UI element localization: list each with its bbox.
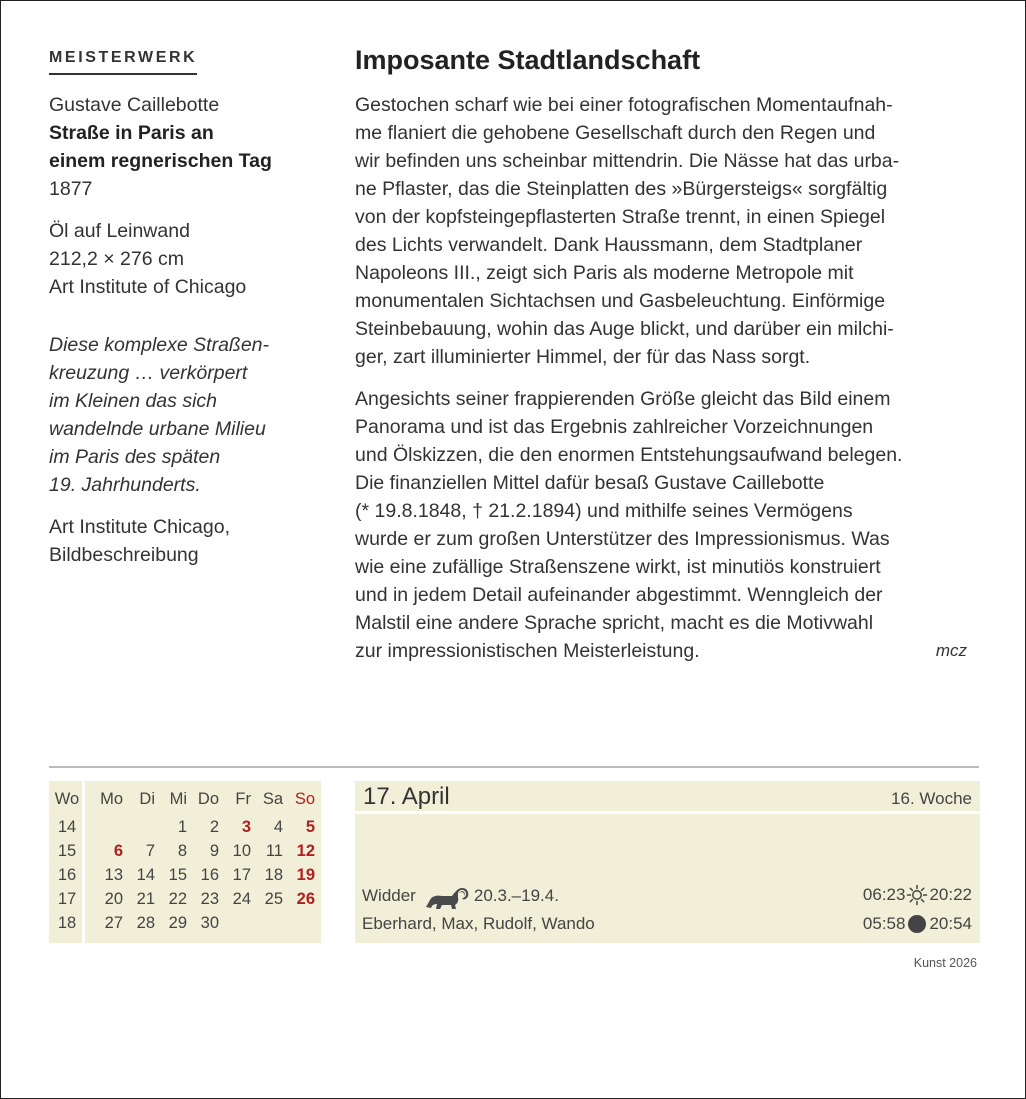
day-cell: 2 bbox=[209, 818, 219, 836]
text-line: wurde er zum großen Unterstützer des Impressionismus. Was bbox=[355, 528, 890, 550]
day-cell: 22 bbox=[168, 890, 187, 908]
day-cell: 10 bbox=[232, 842, 251, 860]
day-cell: 21 bbox=[136, 890, 155, 908]
day-cell: 4 bbox=[273, 818, 283, 836]
quote-line: Diese komplexe Straßen- bbox=[49, 334, 270, 356]
week-number: 16. Woche bbox=[891, 789, 972, 808]
weekday-header: Mi bbox=[169, 790, 187, 808]
day-cell: 17 bbox=[232, 866, 251, 884]
article-heading: Imposante Stadtlandschaft bbox=[355, 45, 701, 75]
sunset-time: 20:22 bbox=[929, 885, 972, 904]
zodiac-range: 20.3.–19.4. bbox=[473, 886, 559, 905]
day-cell: 7 bbox=[145, 842, 155, 860]
calendar-footer: Kunst 2026 bbox=[913, 956, 977, 970]
text-line: me flaniert die gehobene Gesellschaft durch den Regen und bbox=[355, 122, 876, 144]
ram-icon bbox=[422, 881, 470, 911]
text-line: Gestochen scharf wie bei einer fotografischen Momentaufnah- bbox=[355, 94, 893, 116]
article-paragraph-1 bbox=[355, 91, 981, 371]
section-label: MEISTERWERK bbox=[49, 49, 197, 75]
week-number-cell: 17 bbox=[57, 890, 77, 908]
article bbox=[355, 43, 981, 665]
sun-icon bbox=[906, 884, 928, 906]
weekday-header: Fr bbox=[235, 790, 251, 808]
text-line: Panorama und ist das Ergebnis zahlreicher Vorzeichnungen bbox=[355, 416, 874, 438]
week-number-cell: 14 bbox=[57, 818, 77, 836]
weekday-header: So bbox=[294, 790, 315, 808]
day-cell: 6 bbox=[113, 842, 123, 860]
week-header: Wo bbox=[54, 790, 80, 808]
text-line: (* 19.8.1848, † 21.2.1894) und mithilfe seines Vermögens bbox=[355, 500, 853, 522]
day-cell: 18 bbox=[264, 866, 283, 884]
quote-line: kreuzung … verkörpert bbox=[49, 362, 248, 384]
text-line-content: zur impressionistischen Meisterleistung. bbox=[355, 640, 700, 662]
day-cell: 29 bbox=[168, 914, 187, 932]
quote-line: 19. Jahrhunderts. bbox=[49, 474, 201, 496]
artwork-medium: Öl auf Leinwand bbox=[49, 220, 190, 242]
day-cell: 23 bbox=[200, 890, 219, 908]
author-signature: mcz bbox=[935, 641, 967, 660]
day-cell: 16 bbox=[200, 866, 219, 884]
text-line bbox=[355, 637, 981, 665]
artwork-dimensions: 212,2 × 276 cm bbox=[49, 248, 184, 270]
text-line: und in jedem Detail aufeinander abgestimmt. Wenngleich der bbox=[355, 584, 883, 606]
day-cell: 9 bbox=[209, 842, 219, 860]
artwork-title-line: einem regnerischen Tag bbox=[49, 150, 272, 172]
day-cell: 13 bbox=[104, 866, 123, 884]
artist-name: Gustave Caillebotte bbox=[49, 94, 220, 116]
day-cell: 15 bbox=[168, 866, 187, 884]
quote bbox=[49, 331, 319, 499]
day-cell: 20 bbox=[104, 890, 123, 908]
text-line: von der kopfsteingepflasterten Straße trennt, in einen Spiegel bbox=[355, 206, 886, 228]
moonrise-time: 05:58 bbox=[862, 914, 906, 933]
name-days: Eberhard, Max, Rudolf, Wando bbox=[362, 914, 595, 933]
weekday-header: Do bbox=[197, 790, 219, 808]
text-line: und Ölskizzen, die den enormen Entstehungsaufwand belegen. bbox=[355, 444, 903, 466]
week-number-cell: 16 bbox=[57, 866, 77, 884]
artwork-title-line: Straße in Paris an bbox=[49, 122, 214, 144]
day-cell: 11 bbox=[265, 842, 283, 860]
text-line: des Lichts verwandelt. Dank Haussmann, dem Stadtplaner bbox=[355, 234, 863, 256]
artwork-year: 1877 bbox=[49, 178, 93, 200]
divider bbox=[49, 766, 979, 768]
day-cell: 5 bbox=[305, 818, 315, 836]
text-line: ne Pflaster, das die Steinplatten des »Bürgersteigs« sorgfältig bbox=[355, 178, 888, 200]
moonset-time: 20:54 bbox=[929, 914, 972, 933]
zodiac-info bbox=[362, 881, 559, 911]
text-line: Die finanziellen Mittel dafür besaß Gustave Caillebotte bbox=[355, 472, 825, 494]
weekday-header: Mo bbox=[100, 790, 123, 808]
day-cell: 14 bbox=[136, 866, 155, 884]
text-line: ger, zart illuminierter Himmel, der für das Nass sorgt. bbox=[355, 346, 811, 368]
weekday-header: Di bbox=[139, 790, 155, 808]
weekday-header: Sa bbox=[262, 790, 283, 808]
text-line: monumentalen Sichtachsen und Gasbeleuchtung. Einförmige bbox=[355, 290, 886, 312]
day-cell: 26 bbox=[296, 890, 315, 908]
moon-icon bbox=[908, 915, 926, 933]
current-date: 17. April bbox=[363, 783, 450, 810]
week-number-cell: 18 bbox=[57, 914, 77, 932]
quote-line: wandelnde urbane Milieu bbox=[49, 418, 266, 440]
zodiac-name: Widder bbox=[362, 886, 416, 905]
text-line: Steinbebauung, wohin das Auge blickt, und darüber ein milchi- bbox=[355, 318, 894, 340]
day-cell: 19 bbox=[296, 866, 315, 884]
source-line: Bildbeschreibung bbox=[49, 544, 199, 566]
day-cell: 28 bbox=[136, 914, 155, 932]
day-cell: 1 bbox=[177, 818, 187, 836]
week-number-cell: 15 bbox=[57, 842, 77, 860]
text-line: wie eine zufällige Straßenszene wirkt, ist minutiös konstruiert bbox=[355, 556, 881, 578]
text-line: Malstil eine andere Sprache spricht, macht es die Motivwahl bbox=[355, 612, 874, 634]
day-cell: 3 bbox=[241, 818, 251, 836]
quote-line: im Paris des späten bbox=[49, 446, 221, 468]
day-cell: 8 bbox=[177, 842, 187, 860]
sunrise-time: 06:23 bbox=[862, 885, 906, 904]
day-cell: 12 bbox=[296, 842, 315, 860]
article-paragraph-2 bbox=[355, 385, 981, 665]
mini-calendar bbox=[49, 781, 321, 943]
day-box bbox=[355, 781, 980, 943]
text-line: wir befinden uns scheinbar mittendrin. Die Nässe hat das urba- bbox=[355, 150, 900, 172]
moon-times bbox=[863, 914, 972, 934]
text-line: Napoleons III., zeigt sich Paris als moderne Metropole mit bbox=[355, 262, 854, 284]
quote-source bbox=[49, 513, 319, 569]
day-cell: 24 bbox=[232, 890, 251, 908]
source-line: Art Institute Chicago, bbox=[49, 516, 231, 538]
sun-times bbox=[863, 884, 972, 906]
day-cell: 27 bbox=[104, 914, 123, 932]
text-line: Angesichts seiner frappierenden Größe gleicht das Bild einem bbox=[355, 388, 891, 410]
day-header bbox=[355, 781, 980, 814]
day-cell: 25 bbox=[264, 890, 283, 908]
artwork-info bbox=[49, 49, 319, 569]
artwork-collection: Art Institute of Chicago bbox=[49, 276, 247, 298]
day-cell: 30 bbox=[200, 914, 219, 932]
quote-line: im Kleinen das sich bbox=[49, 390, 217, 412]
